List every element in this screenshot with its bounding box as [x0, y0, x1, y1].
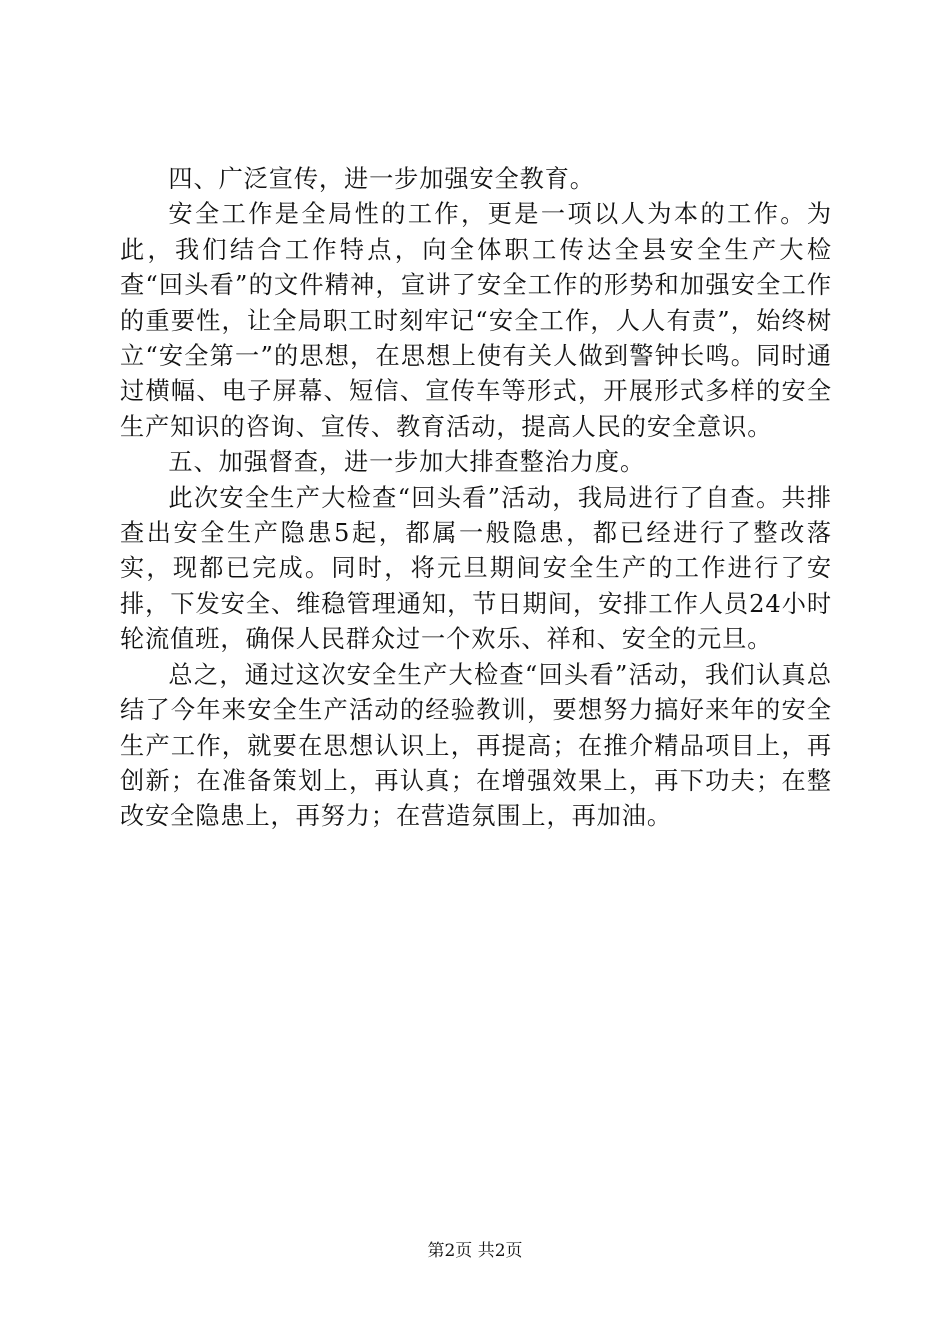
paragraph-publicity: 安全工作是全局性的工作，更是一项以人为本的工作。为此，我们结合工作特点，向全体职工传达全县安全生产大检查“回头看”的文件精神，宣讲了安全工作的形势和加强安全工作的重要性，让全局职工时刻牢记“安全工作，人人有责”，始终树立“安全第一”的思想，在思想上使有关人做到警钟长鸣。同时通过横幅、电子屏幕、短信、宣传车等形式，开展形式多样的安全生产知识的咨询、宣传、教育活动，提高人民的安全意识。: [120, 200, 832, 441]
section-heading-publicity: 四、广泛宣传，进一步加强安全教育。: [168, 165, 595, 193]
page-number-footer: 第2页 共2页: [427, 1241, 523, 1261]
paragraph-conclusion: 总之，通过这次安全生产大检查“回头看”活动，我们认真总结了今年来安全生产活动的经验教训，要想努力搞好来年的安全生产工作，就要在思想认识上，再提高；在推介精品项目上，再创新；在准备策划上，再认真；在增强效果上，再下功夫；在整改安全隐患上，再努力；在营造氛围上，再加油。: [120, 660, 832, 831]
section-heading-supervision: 五、加强督查，进一步加大排查整治力度。: [168, 448, 646, 477]
document-body: [120, 162, 832, 835]
paragraph-supervision: 此次安全生产大检查“回头看”活动，我局进行了自查。共排查出安全生产隐患5起，都属一般隐患，都已经进行了整改落实，现都已完成。同时，将元旦期间安全生产的工作进行了安排，下发安全、维稳管理通知，节日期间，安排工作人员24小时轮流值班，确保人民群众过一个欢乐、祥和、安全的元旦。: [120, 483, 832, 654]
